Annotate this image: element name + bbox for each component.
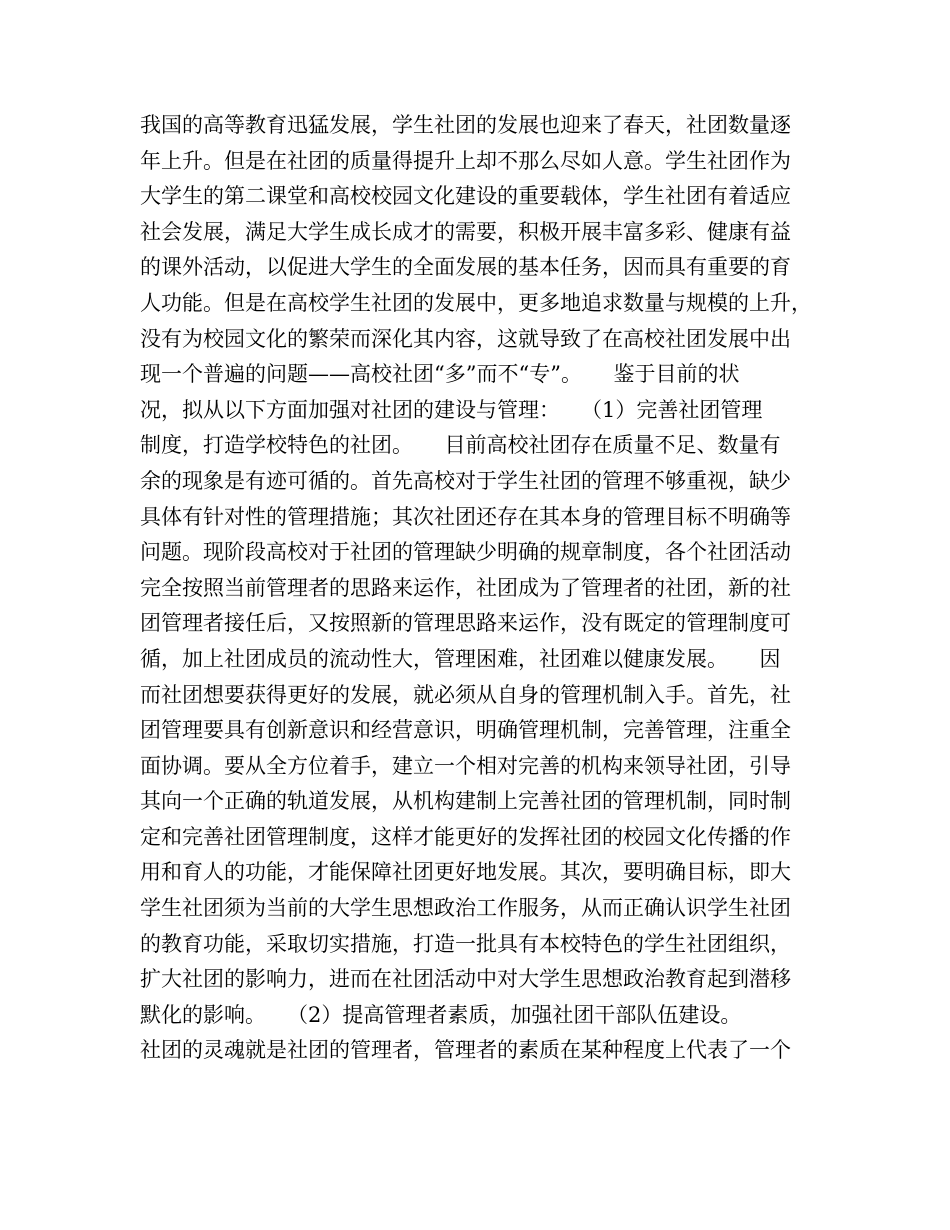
text-line: 学生社团须为当前的大学生思想政治工作服务，从而正确认识学生社团 [140, 896, 791, 921]
text-line: 社会发展，满足大学生成长成才的需要，积极开展丰富多彩、健康有益 [140, 219, 791, 244]
text-line: 用和育人的功能，才能保障社团更好地发展。其次，要明确目标，即大 [140, 860, 791, 885]
text-line: 循，加上社团成员的流动性大，管理困难，社团难以健康发展。 因 [140, 646, 781, 671]
text-line: 余的现象是有迹可循的。首先高校对于学生社团的管理不够重视，缺少 [140, 468, 791, 493]
text-line: 我国的高等教育迅猛发展，学生社团的发展也迎来了春天，社团数量逐 [140, 113, 791, 137]
text-line: 大学生的第二课堂和高校校园文化建设的重要载体，学生社团有着适应 [140, 184, 791, 209]
text-line: 具体有针对性的管理措施；其次社团还存在其本身的管理目标不明确等 [140, 504, 791, 529]
text-line: 定和完善社团管理制度，这样才能更好的发挥社团的校园文化传播的作 [140, 824, 791, 849]
text-line: 的课外活动，以促进大学生的全面发展的基本任务，因而具有重要的育 [140, 255, 791, 280]
text-line: 年上升。但是在社团的质量得提升上却不那么尽如人意。学生社团作为 [140, 148, 791, 173]
text-line: 团管理要具有创新意识和经营意识，明确管理机制，完善管理，注重全 [140, 718, 791, 743]
text-line: 团管理者接任后，又按照新的管理思路来运作，没有既定的管理制度可 [140, 611, 791, 636]
text-line: 没有为校园文化的繁荣而深化其内容，这就导致了在高校社团发展中出 [140, 326, 791, 351]
text-line: 现一个普遍的问题——高校社团“多”而不“专”。 鉴于目前的状 [140, 362, 740, 387]
text-line: 况，拟从以下方面加强对社团的建设与管理： （1）完善社团管理 [140, 397, 763, 422]
text-line: 问题。现阶段高校对于社团的管理缺少明确的规章制度，各个社团活动 [140, 540, 791, 565]
text-line: 其向一个正确的轨道发展，从机构建制上完善社团的管理机制，同时制 [140, 789, 791, 814]
text-line: 而社团想要获得更好的发展，就必须从自身的管理机制入手。首先，社 [140, 682, 791, 707]
text-line: 社团的灵魂就是社团的管理者，管理者的素质在某种程度上代表了一个 [140, 1038, 791, 1063]
text-line: 制度，打造学校特色的社团。 目前高校社团存在质量不足、数量有 [140, 433, 781, 458]
text-line: 默化的影响。 （2）提高管理者素质，加强社团干部队伍建设。 [140, 1002, 742, 1027]
text-line: 的教育功能，采取切实措施，打造一批具有本校特色的学生社团组织， [140, 931, 791, 956]
text-line: 人功能。但是在高校学生社团的发展中，更多地追求数量与规模的上升， [140, 290, 812, 315]
text-line: 面协调。要从全方位着手，建立一个相对完善的机构来领导社团，引导 [140, 753, 791, 778]
text-line: 完全按照当前管理者的思路来运作，社团成为了管理者的社团，新的社 [140, 575, 791, 600]
text-line: 扩大社团的影响力，进而在社团活动中对大学生思想政治教育起到潜移 [140, 967, 791, 992]
body-text [140, 108, 830, 1069]
